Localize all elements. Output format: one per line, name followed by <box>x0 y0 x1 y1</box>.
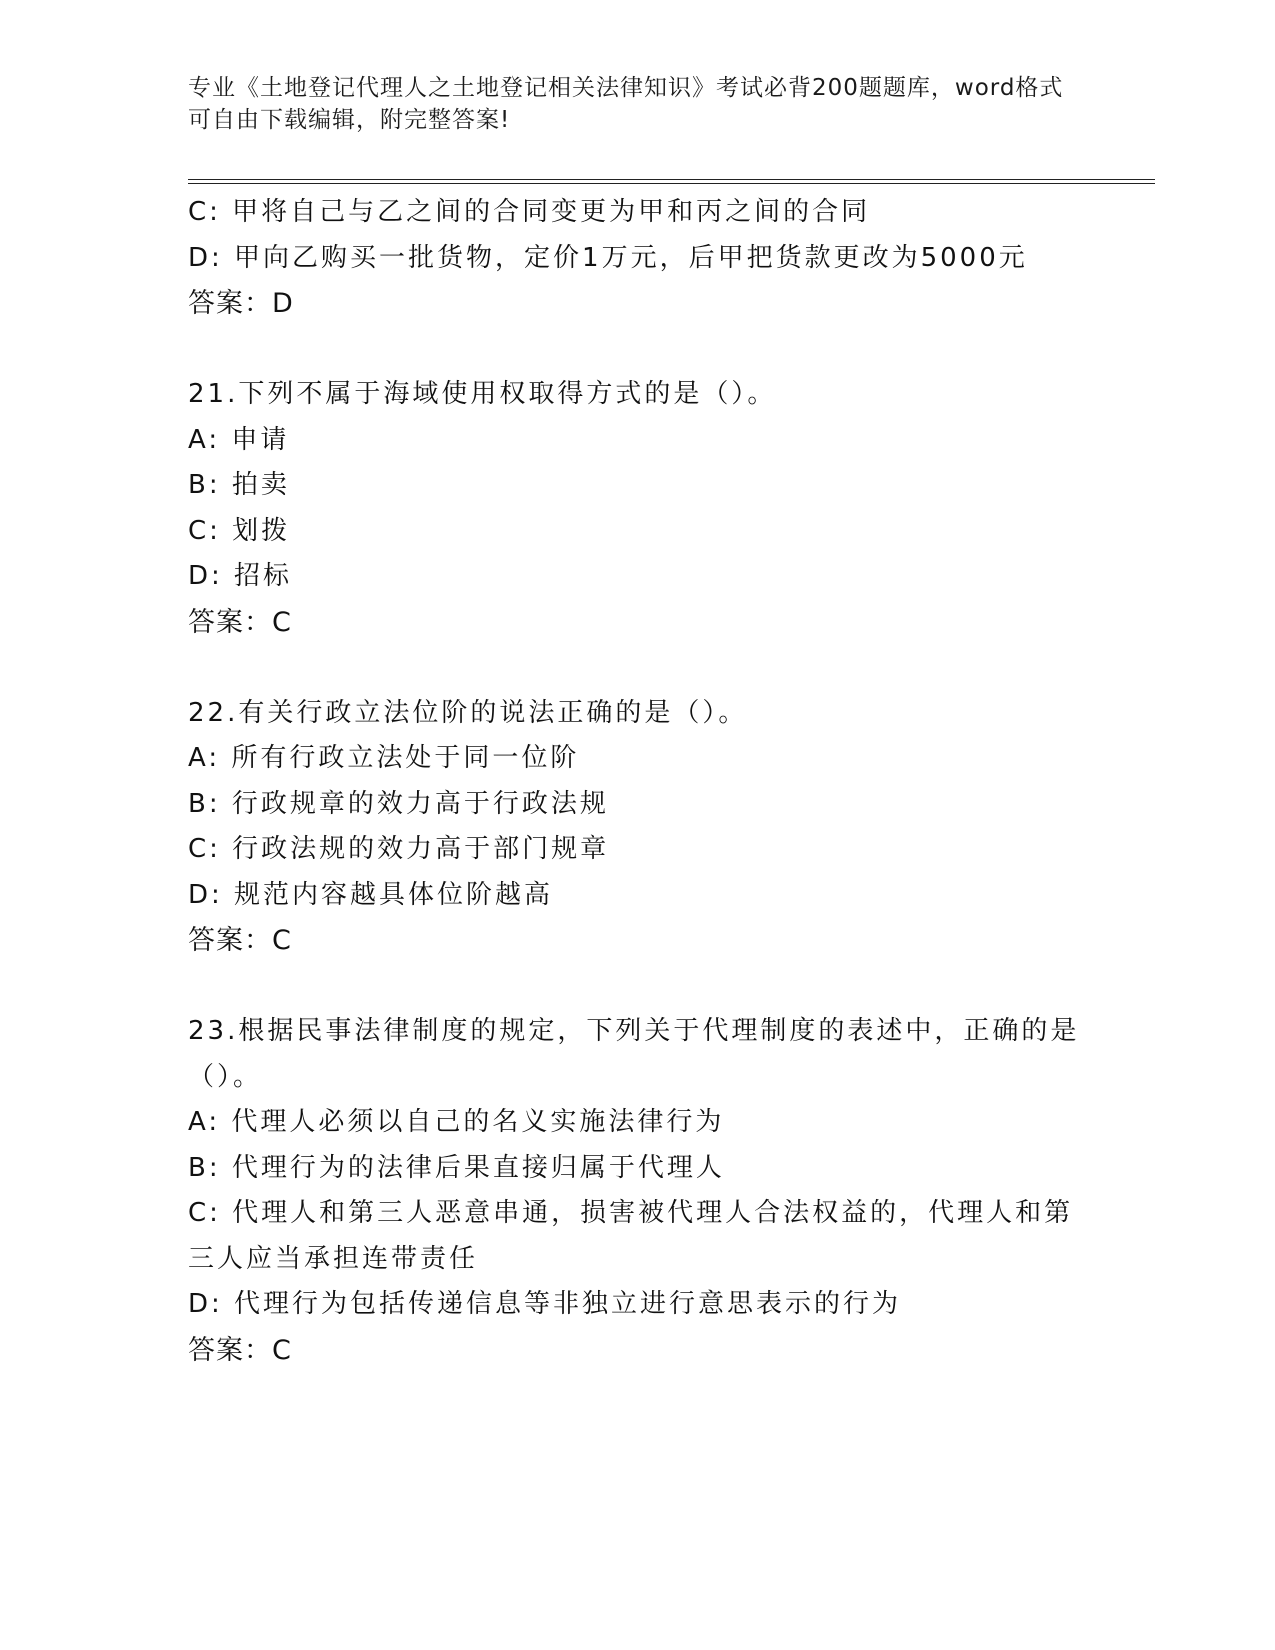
q23-answer: 答案：C <box>188 1334 292 1366</box>
q22-option-c: C: 行政法规的效力高于部门规章 <box>188 834 610 864</box>
q23-stem-line1: 23.根据民事法律制度的规定，下列关于代理制度的表述中，正确的是 <box>188 1016 1080 1046</box>
q22-option-d: D: 规范内容越具体位阶越高 <box>188 879 554 910</box>
q23-option-b: B: 代理行为的法律后果直接归属于代理人 <box>188 1152 725 1183</box>
q22-stem: 22.有关行政立法位阶的说法正确的是（）。 <box>188 697 748 728</box>
q21-option-c: C: 划拨 <box>188 515 291 546</box>
q23-stem-line2: （）。 <box>188 1061 263 1092</box>
spacer <box>188 964 1088 1010</box>
q21-stem: 21.下列不属于海域使用权取得方式的是（）。 <box>188 379 777 409</box>
q21-option-a: A: 申请 <box>188 424 290 455</box>
header-rule-top <box>188 179 1155 180</box>
prev-option-d: D: 甲向乙购买一批货物，定价1万元，后甲把货款更改为5000元 <box>188 242 1028 273</box>
q21-option-b: B: 拍卖 <box>188 470 290 500</box>
q22-option-b: B: 行政规章的效力高于行政法规 <box>188 788 609 819</box>
spacer <box>188 327 1088 373</box>
q22-answer: 答案：C <box>188 925 292 956</box>
q23-option-a: A: 代理人必须以自己的名义实施法律行为 <box>188 1107 725 1137</box>
q22-option-a: A: 所有行政立法处于同一位阶 <box>188 743 580 773</box>
prev-option-c: C: 甲将自己与乙之间的合同变更为甲和丙之间的合同 <box>188 197 871 227</box>
q23-option-c-line2: 三人应当承担连带责任 <box>188 1243 479 1274</box>
q21-option-d: D: 招标 <box>188 561 293 591</box>
spacer <box>188 645 1088 691</box>
prev-answer: 答案：D <box>188 288 294 319</box>
question-content <box>188 190 1088 1373</box>
q23-option-c-line1: C: 代理人和第三人恶意串通，损害被代理人合法权益的，代理人和第 <box>188 1198 1074 1228</box>
document-header: 专业《土地登记代理人之土地登记相关法律知识》考试必背200题题库，word格式可自由下载编辑，附完整答案! <box>188 75 1064 133</box>
header-rule-bottom <box>188 183 1155 184</box>
q23-option-d: D: 代理行为包括传递信息等非独立进行意思表示的行为 <box>188 1289 902 1319</box>
q21-answer: 答案：C <box>188 606 292 638</box>
